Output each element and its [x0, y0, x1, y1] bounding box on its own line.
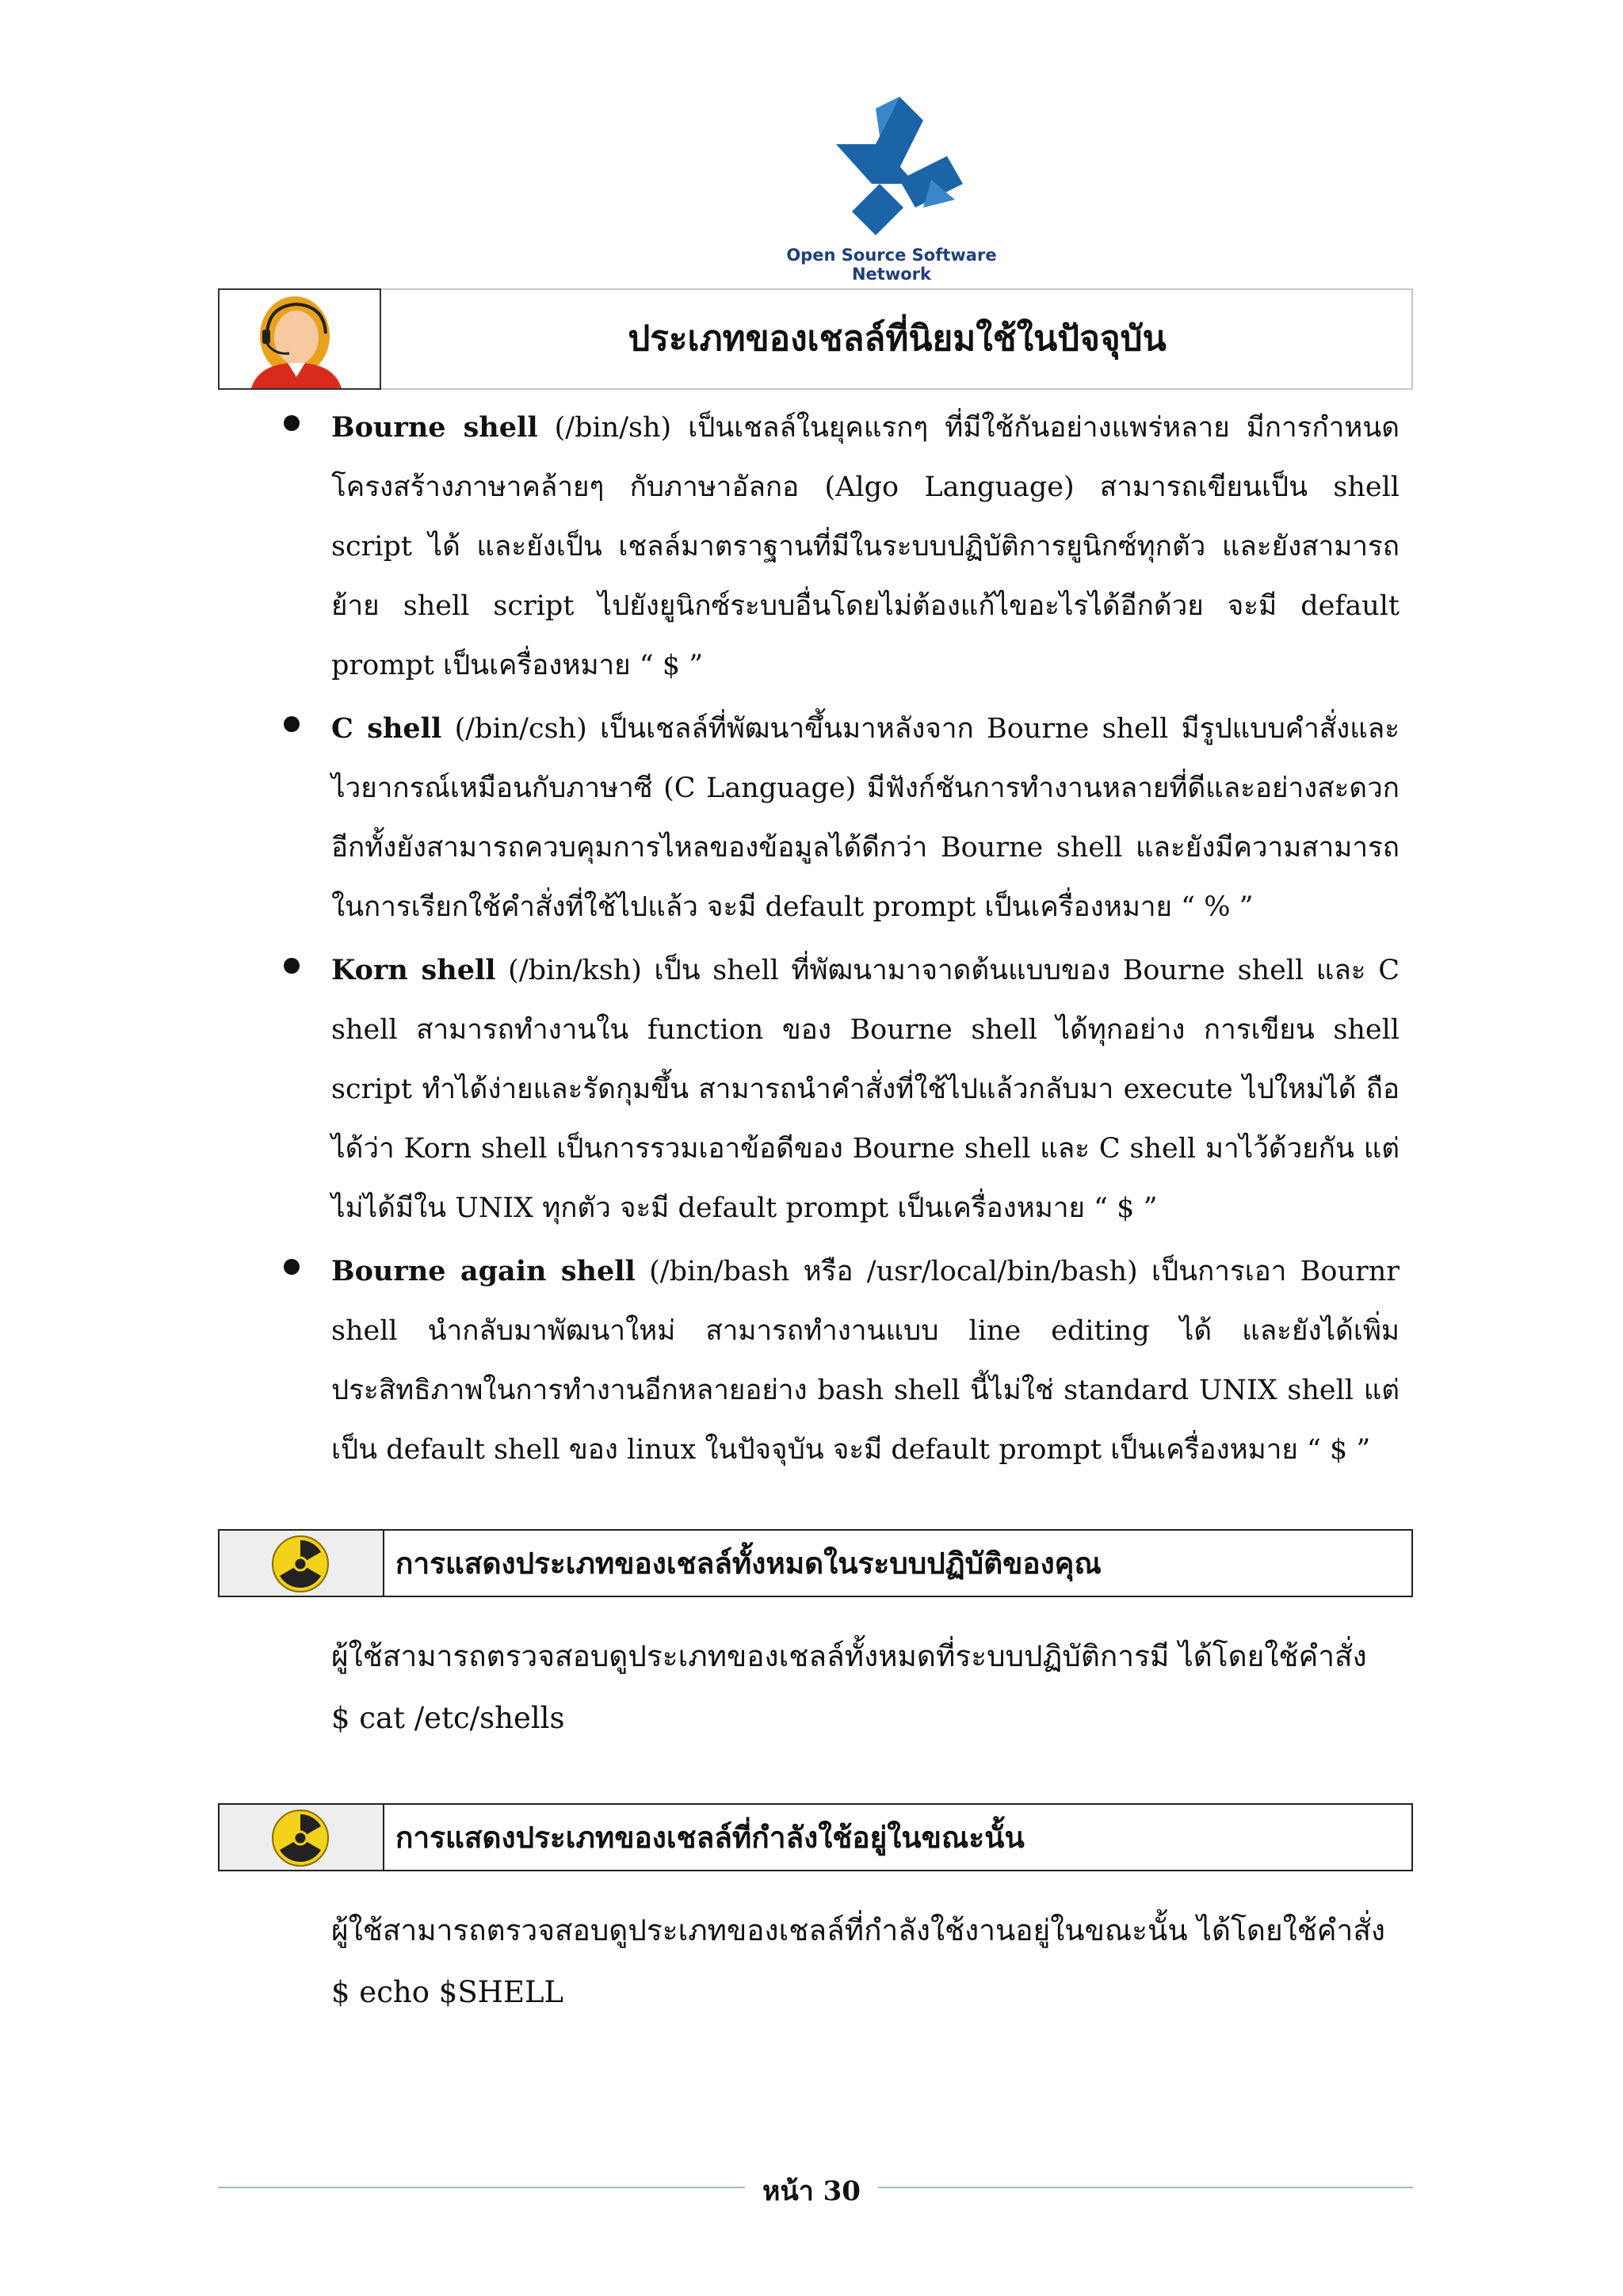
- bullet-icon: [284, 415, 300, 431]
- section-title: การแสดงประเภทของเชลล์ทั้งหมดในระบบปฏิบัติของคุณ: [395, 1546, 1102, 1581]
- footer-rule-left: [218, 2187, 745, 2188]
- title-box: [218, 288, 1413, 390]
- logo-text: Open Source Software Network: [786, 246, 997, 284]
- title-icon-cell: [218, 288, 381, 390]
- section-icon-cell: [220, 1805, 384, 1870]
- command-text: $ cat /etc/shells: [331, 1701, 565, 1735]
- shell-type-list: [284, 398, 1400, 1483]
- section-header-current-shell: [218, 1803, 1413, 1871]
- section-body-current-shell: [331, 1900, 1409, 2023]
- bullet-icon: [284, 1259, 300, 1275]
- section-description: ผู้ใช้สามารถตรวจสอบดูประเภทของเชลล์ทั้งหมดที่ระบบปฏิบัติการมี ได้โดยใช้คำสั่ง: [331, 1639, 1367, 1673]
- section-title: การแสดงประเภทของเชลล์ที่กำลังใช้อยู่ในขณะนั้น: [395, 1820, 1025, 1855]
- section-icon-cell: [220, 1531, 384, 1596]
- list-item-term: Korn shell: [331, 954, 496, 986]
- list-item-text: [331, 398, 1400, 696]
- list-item: [284, 940, 1400, 1238]
- list-item: [284, 398, 1400, 696]
- section-description: ผู้ใช้สามารถตรวจสอบดูประเภทของเชลล์ที่กำลังใช้งานอยู่ในขณะนั้น ได้โดยใช้คำสั่ง: [331, 1913, 1385, 1947]
- list-item: [284, 1241, 1400, 1480]
- operator-headset-icon: [220, 290, 380, 388]
- footer-rule-right: [878, 2187, 1413, 2188]
- list-item-desc: (/bin/csh) เป็นเชลล์ที่พัฒนาขึ้นมาหลังจาก Bourne shell มีรูปแบบคำสั่งและไวยากรณ์เหมือนกับภาษาซี (C Language) มีฟังก์ชันการทำงานหลายที่ดีและอย่างสะดวก อีกทั้งยังสามารถควบคุมการไหลของข้อมูลได้ดีกว่า Bourne shell และยังมีความสามารถในการเรียกใช้คำสั่งที่ใช้ไปแล้ว จะมี default prompt เป็นเครื่องหมาย “ % ”: [331, 713, 1400, 923]
- list-item-text: [331, 940, 1400, 1238]
- section-header-all-shells: [218, 1529, 1413, 1597]
- list-item-text: [331, 699, 1400, 937]
- bullet-icon: [284, 958, 300, 974]
- section-body-all-shells: [331, 1626, 1409, 1749]
- list-item-desc: (/bin/ksh) เป็น shell ที่พัฒนามาจาดต้นแบบของ Bourne shell และ C shell สามารถทำงานใน function ของ Bourne shell ได้ทุกอย่าง การเขียน shell script ทำได้ง่ายและรัดกุมขึ้น สามารถนำคำสั่งที่ใช้ไปแล้วกลับมา execute ไปใหม่ได้ ถือได้ว่า Korn shell เป็นการรวมเอาข้อดีของ Bourne shell และ C shell มาไว้ด้วยกัน แต่ไม่ได้มีใน UNIX ทุกตัว จะมี default prompt เป็นเครื่องหมาย “ $ ”: [331, 955, 1400, 1224]
- list-item-desc: (/bin/bash หรือ /usr/local/bin/bash) เป็นการเอา Bournr shell นำกลับมาพัฒนาใหม่ สามารถทำงานแบบ line editing ได้ และยังได้เพิ่มประสิทธิภาพในการทำงานอีกหลายอย่าง bash shell นี้ไม่ใช่ standard UNIX shell แต่เป็น default shell ของ linux ในปัจจุบัน จะมี default prompt เป็นเครื่องหมาย “ $ ”: [331, 1256, 1400, 1466]
- radiation-icon: [270, 1808, 330, 1868]
- command-text: $ echo $SHELL: [331, 1975, 564, 2009]
- list-item-desc: (/bin/sh) เป็นเชลล์ในยุคแรกๆ ที่มีใช้กันอย่างแพร่หลาย มีการกำหนดโครงสร้างภาษาคล้ายๆ กับภาษาอัลกอ (Algo Language) สามารถเขียนเป็น shell script ได้ และยังเป็น เชลล์มาตราฐานที่มีในระบบปฏิบัติการยูนิกซ์ทุกตัว และยังสามารถย้าย shell script ไปยังยูนิกซ์ระบบอื่นโดยไม่ต้องแก้ไขอะไรได้อีกด้วย จะมี default prompt เป็นเครื่องหมาย “ $ ”: [331, 412, 1400, 681]
- page-title: ประเภทของเชลล์ที่นิยมใช้ในปัจจุบัน: [628, 318, 1167, 359]
- list-item-text: [331, 1241, 1400, 1480]
- radiation-icon: [270, 1534, 330, 1594]
- list-item: [284, 699, 1400, 937]
- list-item-term: C shell: [331, 712, 442, 745]
- list-item-term: Bourne shell: [331, 411, 538, 444]
- pinwheel-logo-icon: [804, 89, 979, 239]
- list-item-term: Bourne again shell: [331, 1255, 636, 1287]
- bullet-icon: [284, 716, 300, 732]
- page-number: หน้า 30: [762, 2176, 861, 2207]
- logo: [757, 89, 1026, 284]
